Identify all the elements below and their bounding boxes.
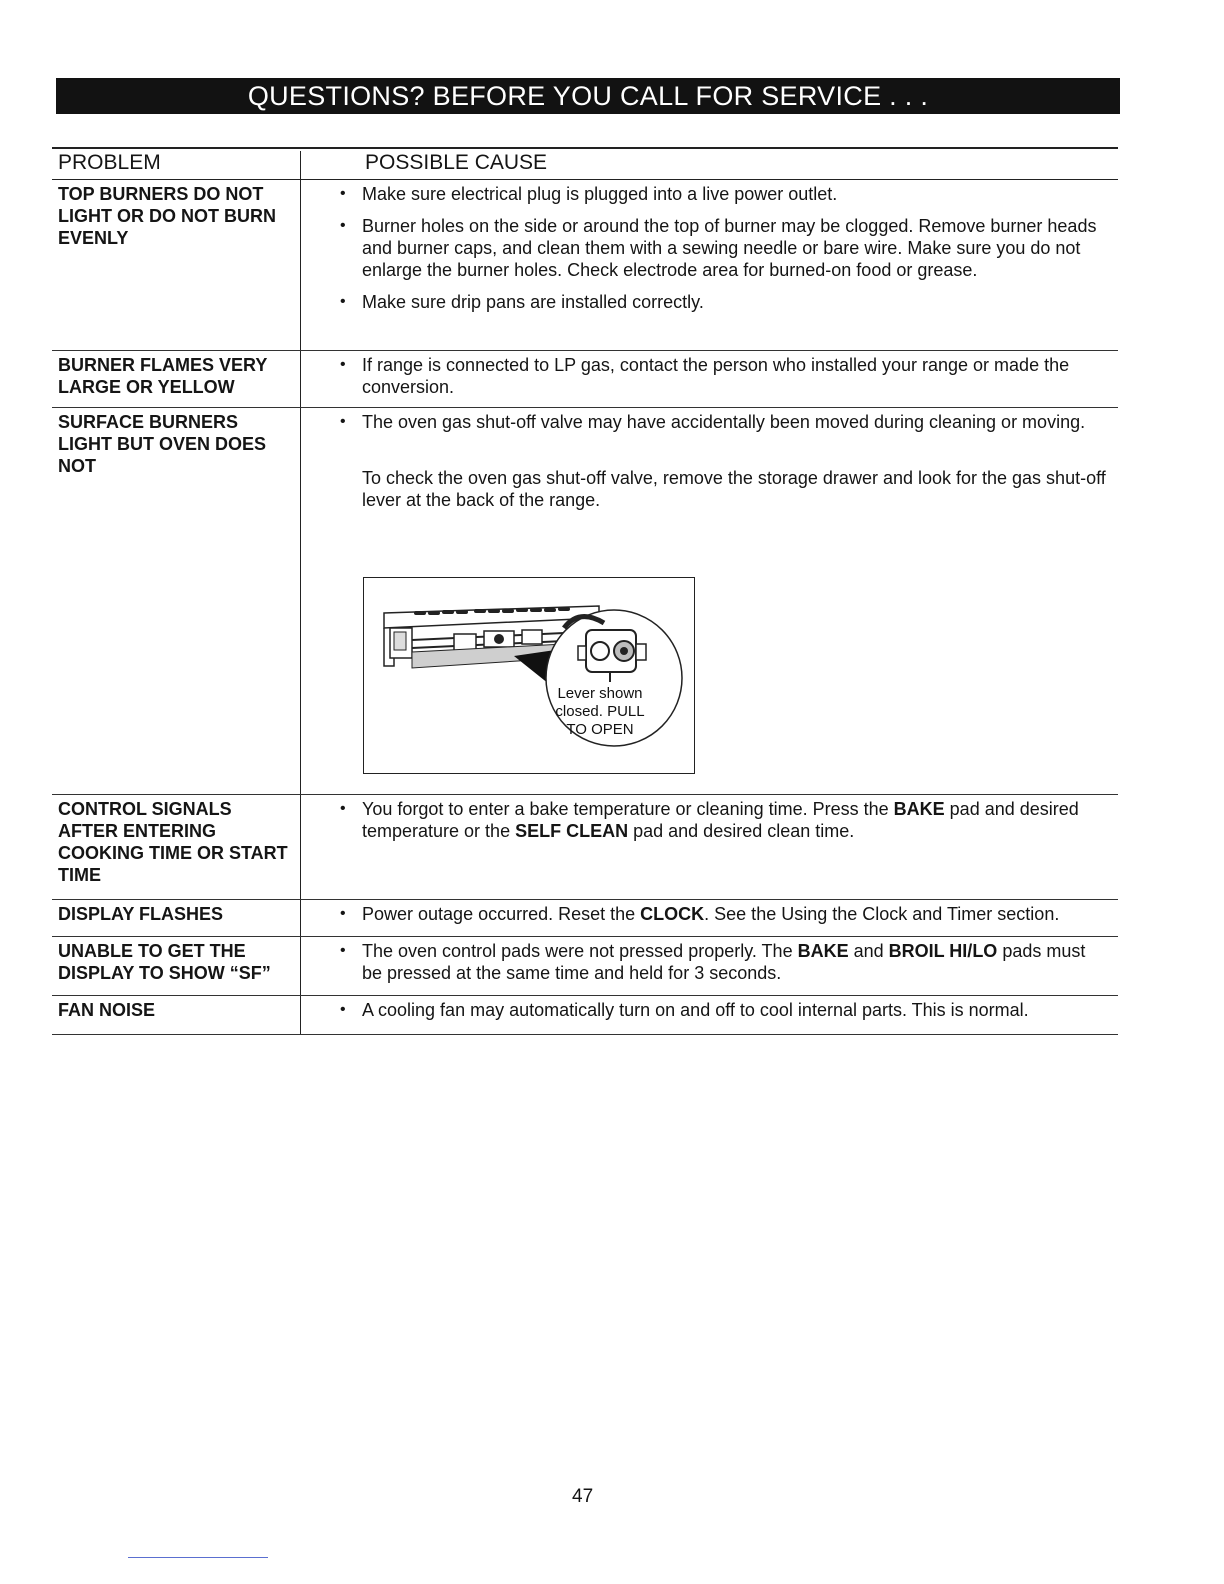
cause-cell: • The oven gas shut-off valve may have accidentally been moved during cleaning or moving. To check the oven gas shut-off valve, remove the storage drawer and look for the gas shut-off lever at the back of the range. (340, 411, 1110, 511)
problem-label: CONTROL SIGNALS AFTER ENTERING COOKING TIME OR START TIME (58, 799, 288, 885)
cause-bullet: Make sure drip pans are installed correctly. (362, 292, 704, 312)
problem-label: FAN NOISE (58, 1000, 156, 1020)
cause-cell: • If range is connected to LP gas, contact the person who installed your range or made the conversion. (340, 354, 1110, 408)
problem-label: UNABLE TO GET THE DISPLAY TO SHOW “SF” (58, 941, 271, 983)
page-number: 47 (572, 1486, 594, 1507)
header-possible-cause: POSSIBLE CAUSE (365, 151, 548, 174)
cause-bullet: Burner holes on the side or around the top of burner may be clogged. Remove burner heads and burner caps, and clean them with a sewing needle or bare wire. Make sure you do not enlarge the burner holes. Check electrode area for burned-on food or grease. (362, 216, 1097, 280)
cause-bullet: A cooling fan may automatically turn on and off to cool internal parts. This is normal. (362, 1000, 1029, 1020)
cause-cell: • You forgot to enter a bake temperature or cleaning time. Press the BAKE pad and desired temperature or the SELF CLEAN pad and desired clean time. (340, 798, 1110, 852)
cause-bullet: Power outage occurred. Reset the CLOCK. See the Using the Clock and Timer section. (362, 904, 1060, 924)
table-header (52, 147, 1118, 180)
cause-bullet: The oven gas shut-off valve may have accidentally been moved during cleaning or moving. (362, 412, 1086, 432)
cause-cell: • Power outage occurred. Reset the CLOCK. See the Using the Clock and Timer section. (340, 903, 1110, 935)
cause-bullet: If range is connected to LP gas, contact the person who installed your range or made the conversion. (362, 355, 1070, 397)
cause-cell: • A cooling fan may automatically turn on and off to cool internal parts. This is normal. (340, 999, 1110, 1031)
problem-label: TOP BURNERS DO NOT LIGHT OR DO NOT BURN EVENLY (58, 184, 276, 248)
cause-cell: • The oven control pads were not pressed properly. The BAKE and BROIL HI/LO pads must be pressed at the same time and held for 3 seconds. (340, 940, 1110, 994)
table-row (52, 996, 1118, 1035)
cause-bullet: You forgot to enter a bake temperature or cleaning time. Press the BAKE pad and desired temperature or the SELF CLEAN pad and desired clean time. (362, 799, 1079, 841)
footer-rule (128, 1557, 268, 1558)
problem-label: SURFACE BURNERS LIGHT BUT OVEN DOES NOT (58, 412, 267, 476)
problem-label: DISPLAY FLASHES (58, 904, 224, 924)
gas-shutoff-valve-diagram (363, 577, 695, 774)
table-row (52, 795, 1118, 900)
lever-callout: Lever shown closed. PULL TO OPEN (555, 685, 645, 738)
header-problem: PROBLEM (58, 151, 161, 174)
table-row (52, 180, 1118, 351)
table-row (52, 937, 1118, 996)
valve-illustration (364, 578, 694, 773)
cause-cell: • Make sure electrical plug is plugged into a live power outlet. • Burner holes on the side or around the top of burner may be clogged. Remove burner heads and burner caps, and clean them with a sewing needle or bare wire. Make sure you do not enlarge the burner holes. Check electrode area for burned-on food or grease. • Make sure drip pans are installed correctly. (340, 183, 1110, 323)
page-banner: QUESTIONS? BEFORE YOU CALL FOR SERVICE . . . (56, 78, 1120, 114)
problem-label: BURNER FLAMES VERY LARGE OR YELLOW (58, 355, 268, 397)
table-row (52, 351, 1118, 408)
cause-bullet: The oven control pads were not pressed properly. The BAKE and BROIL HI/LO pads must be pressed at the same time and held for 3 seconds. (362, 941, 1086, 983)
valve-check-note: To check the oven gas shut-off valve, remove the storage drawer and look for the gas shut-off lever at the back of the range. (362, 468, 1106, 510)
table-row (52, 900, 1118, 937)
cause-bullet: Make sure electrical plug is plugged into a live power outlet. (362, 184, 838, 204)
